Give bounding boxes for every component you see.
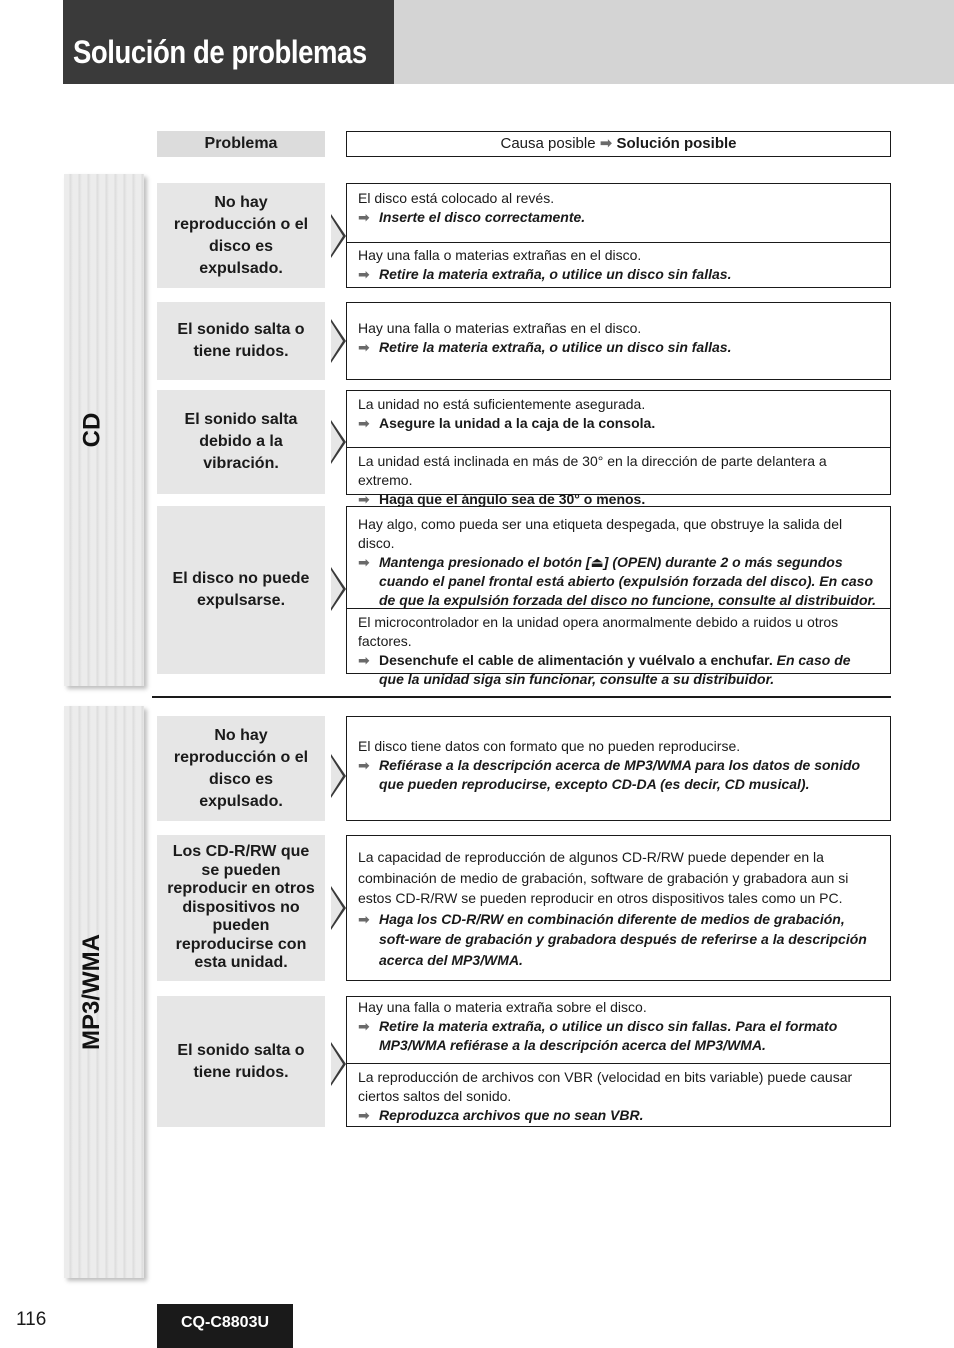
cause-box (346, 390, 891, 507)
cause-cell (347, 507, 890, 608)
pointer-icon (331, 567, 346, 611)
page-number: 116 (16, 1309, 47, 1330)
solution-text: Desenchufe el cable de alimentación y vuélvalo a enchufar. (379, 652, 773, 668)
arrow-icon: ➡ (358, 1107, 370, 1123)
solution-text: Retire la materia extraña, o utilice un disco sin fallas. (379, 266, 732, 282)
page-title: Solución de problemas (73, 34, 367, 70)
solution-label: Solución posible (616, 135, 737, 152)
cause-text: La capacidad de reproducción de algunos CD-R/RW puede depender en la combinación de medio de grabación, software de grabación y grabadora aun si estos CD-R/RW se pueden reproducir en otros dispositivos tales como un PC. (358, 849, 849, 906)
arrow-icon: ➡ (358, 209, 370, 225)
cause-cell (347, 447, 890, 509)
cause-text: Hay una falla o materia extraña sobre el disco. (358, 999, 647, 1015)
cause-cell (347, 1063, 890, 1125)
cause-cell (347, 997, 890, 1063)
problem-column-header: Problema (157, 131, 325, 157)
cause-cell (347, 303, 890, 357)
problem-cell: El disco no puede expulsarse. (157, 506, 325, 674)
arrow-icon: ➡ (358, 266, 370, 282)
arrow-icon: ➡ (358, 652, 370, 668)
cause-box (346, 506, 891, 687)
solution-note: En caso de que la unidad siga sin funcionar, consulte a su distribuidor. (379, 652, 851, 687)
solution-text: Refiérase a la descripción acerca de MP3/WMA para los datos de sonido que pueden reproducirse, excepto CD-DA (es decir, CD musical). (379, 757, 861, 792)
cause-box (346, 996, 891, 1127)
arrow-icon: ➡ (358, 554, 370, 570)
section-tab-cd (64, 174, 144, 686)
cause-cell (347, 836, 890, 970)
cause-box (346, 302, 891, 380)
arrow-icon: ➡ (358, 491, 370, 507)
cause-box (346, 835, 891, 981)
cause-text: La reproducción de archivos con VBR (velocidad en bits variable) puede causar ciertos saltos del sonido. (358, 1069, 853, 1104)
section-label-mp3-wma: MP3/WMA (78, 934, 105, 1050)
cause-text: Hay una falla o materias extrañas en el disco. (358, 247, 642, 263)
cause-text: La unidad está inclinada en más de 30° en la dirección de parte delantera a extremo. (358, 453, 827, 488)
cause-cell (347, 242, 890, 284)
solution-text: Retire la materia extraña, o utilice un disco sin fallas. (379, 339, 732, 355)
solution-text: Retire la materia extraña, o utilice un disco sin fallas. Para el formato MP3/WMA refiérase a la descripción acerca del MP3/WMA. (379, 1018, 838, 1053)
problem-cell: No hay reproducción o el disco es expulsado. (157, 716, 325, 821)
solution-text: Asegure la unidad a la caja de la consola. (379, 415, 656, 431)
cause-cell (347, 608, 890, 689)
cause-text: El disco está colocado al revés. (358, 190, 555, 206)
solution-text: Haga que el ángulo sea de 30° o menos. (379, 491, 646, 507)
pointer-icon (331, 214, 346, 258)
solution-text: Mantenga presionado el botón [⏏] (OPEN) durante 2 o más segundos cuando el panel frontal está abierto (expulsión forzada del disco). En caso de que la expulsión forzada del disco no funcione, consulte al distribuidor. (379, 554, 877, 608)
cause-text: Hay algo, como pueda ser una etiqueta despegada, que obstruye la salida del disco. (358, 516, 843, 551)
cause-cell (347, 717, 890, 794)
pointer-icon (331, 319, 346, 363)
arrow-icon: ➡ (358, 415, 370, 431)
problem-cell: El sonido salta o tiene ruidos. (157, 302, 325, 380)
cause-text: El disco tiene datos con formato que no pueden reproducirse. (358, 738, 741, 754)
arrow-icon: ➡ (358, 339, 370, 355)
cause-cell (347, 184, 890, 242)
arrow-icon: ➡ (358, 757, 370, 773)
solution-text: Reproduzca archivos que no sean VBR. (379, 1107, 644, 1123)
cause-text: La unidad no está suficientemente asegurada. (358, 396, 646, 412)
solution-text: Inserte el disco correctamente. (379, 209, 586, 225)
section-tab-mp3-wma (64, 706, 144, 1278)
arrow-icon: ➡ (358, 1018, 370, 1034)
cause-text: Hay una falla o materias extrañas en el disco. (358, 320, 642, 336)
arrow-icon: ➡ (599, 135, 613, 152)
model-badge: CQ-C8803U (157, 1304, 293, 1348)
problem-cell: No hay reproducción o el disco es expulsado. (157, 183, 325, 288)
section-divider (152, 696, 891, 698)
cause-text: El microcontrolador en la unidad opera anormalmente debido a ruidos u otros factores. (358, 614, 839, 649)
pointer-icon (331, 420, 346, 464)
section-label-cd: CD (77, 412, 105, 448)
problem-cell: El sonido salta debido a la vibración. (157, 390, 325, 494)
problem-cell: El sonido salta o tiene ruidos. (157, 996, 325, 1127)
header-band (394, 0, 954, 84)
pointer-icon (331, 754, 346, 798)
cause-box (346, 716, 891, 821)
solution-text: Haga los CD-R/RW en combinación diferente de medios de grabación, soft-ware de grabación y grabadora después de referirse a la descripción acerca del MP3/WMA. (379, 910, 867, 968)
arrow-icon: ➡ (358, 910, 370, 927)
cause-column-header (346, 131, 891, 157)
cause-cell (347, 391, 890, 447)
cause-box (346, 183, 891, 288)
problem-cell: Los CD-R/RW que se pueden reproducir en otros dispositivos no pueden reproducirse con esta unidad. (157, 835, 325, 981)
pointer-icon (331, 1042, 346, 1086)
pointer-icon (331, 886, 346, 930)
cause-label: Causa posible (500, 135, 596, 152)
